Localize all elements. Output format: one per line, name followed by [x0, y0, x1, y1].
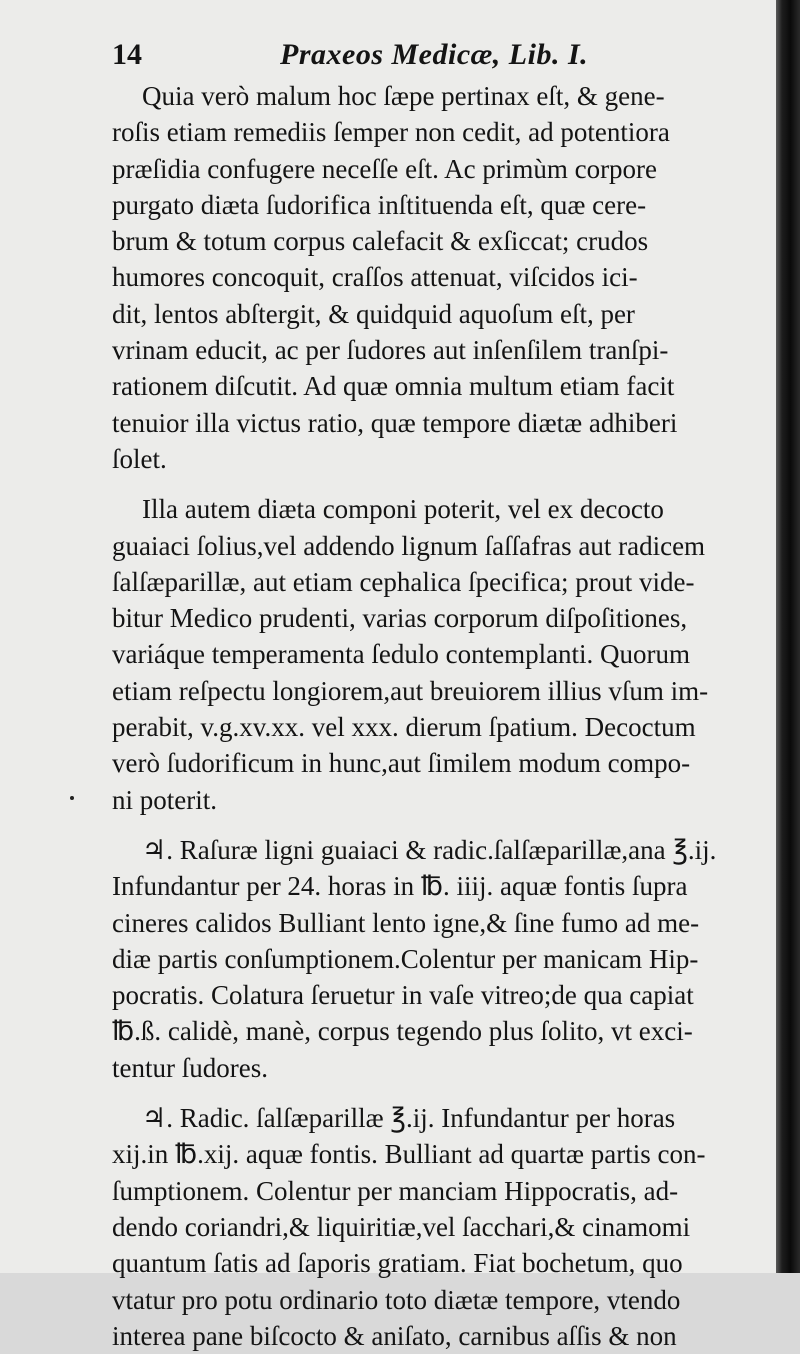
paragraph-gap: [112, 1086, 764, 1100]
text-line: cineres calidos Bulliant lento igne,& ſine fumo ad me-: [112, 907, 700, 938]
text-line: ſolet.: [112, 443, 167, 474]
text-line: rationem diſcutit. Ad quæ omnia multum etiam facit: [112, 371, 675, 402]
text-line: etiam reſpectu longiorem,aut breuiorem illius vſum im-: [112, 675, 709, 706]
text-line: variáque temperamenta ſedulo contemplanti. Quorum: [112, 639, 691, 670]
text-line: diæ partis conſumptionem.Colentur per manicam Hip-: [112, 943, 699, 974]
text-line: ℔.ß. calidè, manè, corpus tegendo plus ſolito, vt exci-: [112, 1016, 693, 1047]
paragraph-gap: [112, 818, 764, 832]
text-line: roſis etiam remediis ſemper non cedit, ad potentiora: [112, 117, 670, 148]
text-line: tenuior illa victus ratio, quæ tempore diætæ adhiberi: [112, 407, 678, 438]
text-line: ♃. Raſuræ ligni guaiaci & radic.ſalſæparillæ,ana ℥.ij.: [142, 834, 717, 865]
text-line: ſumptionem. Colentur per manciam Hippocratis, ad-: [112, 1175, 679, 1206]
text-line: perabit, v.g.xv.xx. vel xxx. dierum ſpatium. Decoctum: [112, 712, 696, 743]
body-text: [112, 78, 764, 1354]
text-line: præſidia confugere neceſſe eſt. Ac primùm corpore: [112, 153, 658, 184]
text-line: interea pane biſcocto & aniſato, carnibus aſſis & non: [112, 1320, 677, 1351]
running-title: Praxeos Medicæ, Lib. I.: [280, 38, 589, 71]
text-line: Quia verò malum hoc ſæpe pertinax eſt, & gene-: [142, 81, 665, 111]
page-header: [112, 38, 752, 78]
text-line: vrinam educit, ac per ſudores aut inſenſilem tranſpi-: [112, 335, 669, 366]
text-line: brum & totum corpus calefacit & exſiccat; crudos: [112, 226, 649, 257]
text-line: ſalſæparillæ, aut etiam cephalica ſpecifica; prout vide-: [112, 566, 695, 597]
text-line: ni poterit.: [112, 784, 217, 815]
text-line: verò ſudorificum in hunc,aut ſimilem modum compo-: [112, 748, 691, 779]
text-line: vtatur pro potu ordinario toto diætæ tempore, vtendo: [112, 1284, 681, 1315]
text-line: ♃. Radic. ſalſæparillæ ℥.ij. Infundantur per horas: [142, 1103, 676, 1134]
paragraph-gap: [112, 477, 764, 491]
text-line: Infundantur per 24. horas in ℔. iiij. aquæ fontis ſupra: [112, 871, 688, 902]
text-line: quantum ſatis ad ſaporis gratiam. Fiat bochetum, quo: [112, 1248, 683, 1279]
text-line: tentur ſudores.: [112, 1052, 268, 1083]
text-line: pocratis. Colatura ſeruetur in vaſe vitreo;de qua capiat: [112, 980, 694, 1011]
ink-speck: [70, 796, 74, 800]
text-line: dendo coriandri,& liquiritiæ,vel ſacchari,& cinamomi: [112, 1211, 691, 1242]
text-line: humores concoquit, craſſos attenuat, viſcidos ici-: [112, 262, 638, 293]
text-line: Illa autem diæta componi poterit, vel ex decocto: [142, 494, 664, 525]
text-line: purgato diæta ſudorifica inſtituenda eſt, quæ cere-: [112, 189, 647, 220]
text-line: dit, lentos abſtergit, & quidquid aquoſum eſt, per: [112, 298, 635, 329]
text-line: bitur Medico prudenti, varias corporum diſpoſitiones,: [112, 603, 688, 634]
page-number: 14: [112, 38, 142, 71]
text-line: xij.in ℔.xij. aquæ fontis. Bulliant ad quartæ partis con-: [112, 1139, 706, 1170]
page-edge-shadow: [776, 0, 800, 1273]
text-line: guaiaci ſolius,vel addendo lignum ſaſſafras aut radicem: [112, 530, 706, 561]
